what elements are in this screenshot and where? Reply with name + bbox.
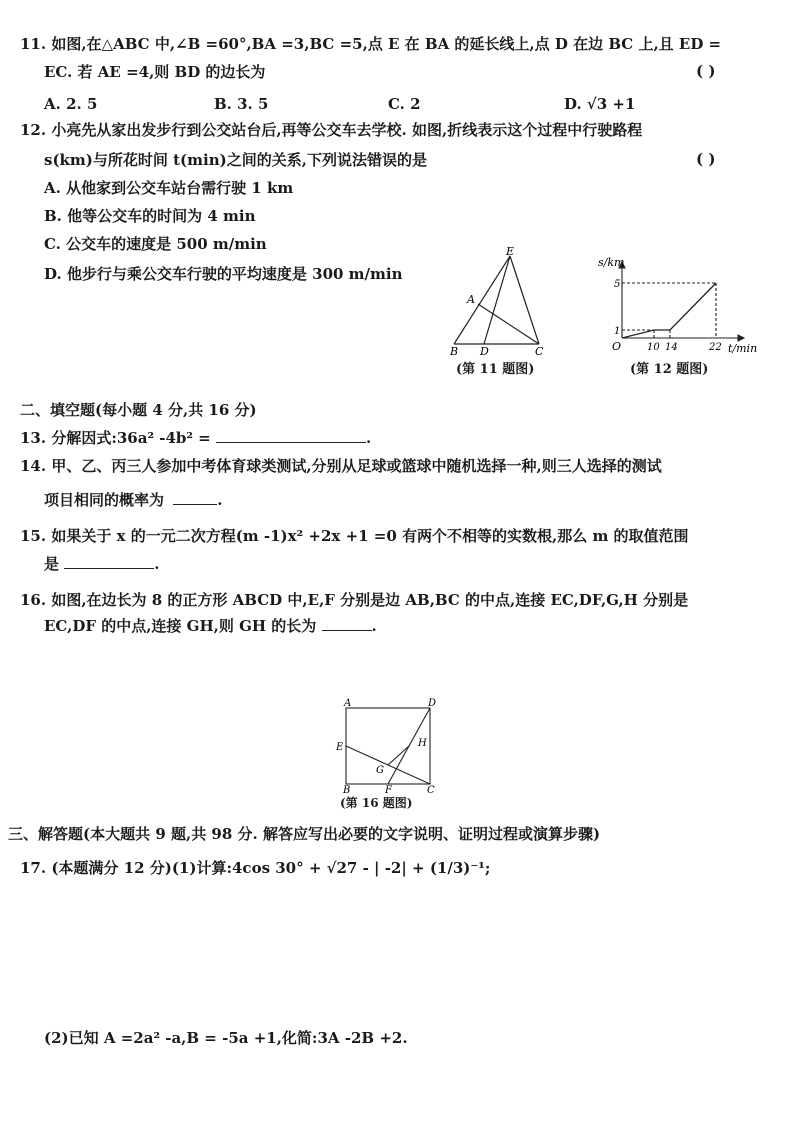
q15-line2-text: 是 [44,555,60,573]
q16-line2-text: EC,DF 的中点,连接 GH,则 GH 的长为 [44,617,317,635]
q11-option-a: A. 2. 5 [44,95,98,113]
fig11-line-ac [478,304,539,344]
fig16-label-g: G [376,765,384,776]
q14-line2: 项目相同的概率为 . [44,491,223,509]
q16-line1: 16. 如图,在边长为 8 的正方形 ABCD 中,E,F 分别是边 AB,BC 的中点,连接 EC,DF,G,H 分别是 [20,591,689,609]
q12-line1: 12. 小亮先从家出发步行到公交站台后,再等公交车去学校. 如图,折线表示这个过程中行驶路程 [20,121,643,139]
fig12-xtick-10: 10 [647,342,660,353]
fig16-label-h: H [418,738,427,749]
figure-16 [334,698,444,794]
fig16-label-a: A [344,698,352,709]
q12-option-d: D. 他步行与乘公交车行驶的平均速度是 300 m/min [44,265,403,283]
q11-option-d: D. √3 +1 [564,95,636,113]
fig12-ylabel: s/km [598,256,625,269]
fig12-x-arrow [738,335,744,341]
q13-text: 13. 分解因式:36a² -4b² = . [20,429,372,447]
fig12-xtick-14: 14 [665,342,678,353]
fig11-label-b: B [450,345,459,356]
q15-answer-blank[interactable] [64,554,154,569]
fig11-line-ec [510,256,539,344]
fig12-origin: O [612,340,622,353]
q11-line1: 11. 如图,在△ABC 中,∠B =60°,BA =3,BC =5,点 E 在 BA 的延长线上,点 D 在边 BC 上,且 ED = [20,35,722,53]
q14-answer-blank[interactable] [173,490,217,505]
q11-option-b: B. 3. 5 [214,95,269,113]
fig12-ytick-5: 5 [614,279,621,290]
q14-line1: 14. 甲、乙、丙三人参加中考体育球类测试,分别从足球或篮球中随机选择一种,则三人选择的测试 [20,457,662,475]
section2-title: 二、填空题(每小题 4 分,共 16 分) [20,401,257,419]
q15-line1: 15. 如果关于 x 的一元二次方程(m -1)x² +2x +1 =0 有两个不相等的实数根,那么 m 的取值范围 [20,527,689,545]
fig12-graph-line [622,283,716,338]
fig11-label-c: C [535,345,544,356]
q13-answer-blank[interactable] [216,428,366,443]
fig16-line-gh [388,746,409,765]
fig16-caption: (第 16 题图) [340,796,413,810]
q12-answer-paren: ( ) [696,150,716,168]
fig16-label-f: F [385,785,392,794]
q14-line2-text: 项目相同的概率为 [44,491,165,509]
fig11-label-a: A [467,293,475,306]
q15-line2: 是 . [44,555,160,573]
q11-answer-paren: ( ) [696,62,716,80]
figure-11 [444,244,554,356]
q11-line2: EC. 若 AE =4,则 BD 的边长为 [44,63,266,81]
fig11-label-e: E [506,245,515,258]
q16-line2: EC,DF 的中点,连接 GH,则 GH 的长为 . [44,617,377,635]
q12-line2: s(km)与所花时间 t(min)之间的关系,下列说法错误的是 [44,151,427,169]
q12-option-a: A. 从他家到公交车站台需行驶 1 km [44,179,294,197]
fig12-xlabel: t/min [728,342,758,355]
fig16-label-d: D [428,698,437,709]
q11-option-c: C. 2 [388,95,421,113]
fig16-label-c: C [427,785,435,794]
fig11-label-d: D [480,345,489,356]
fig11-line-ed [484,256,510,344]
fig11-caption: (第 11 题图) [456,362,535,377]
q16-answer-blank[interactable] [322,616,372,631]
q17-part1: 17. (本题满分 12 分)(1)计算:4cos 30° + √27 - | -2| + (1/3)⁻¹; [20,859,491,877]
q17-part2: (2)已知 A =2a² -a,B = -5a +1,化简:3A -2B +2. [44,1029,408,1047]
q12-option-b: B. 他等公交车的时间为 4 min [44,207,256,225]
q13-label: 13. 分解因式:36a² -4b² = [20,429,211,447]
fig11-line-eb [454,256,510,344]
fig12-ytick-1: 1 [614,326,621,337]
section3-title: 三、解答题(本大题共 9 题,共 98 分. 解答应写出必要的文字说明、证明过程或演算步骤) [8,825,601,843]
fig12-xtick-22: 22 [709,342,722,353]
figure-12 [594,250,766,358]
q12-option-c: C. 公交车的速度是 500 m/min [44,235,267,253]
fig16-label-b: B [343,785,351,794]
fig16-label-e: E [336,742,344,753]
fig12-caption: (第 12 题图) [630,362,709,377]
